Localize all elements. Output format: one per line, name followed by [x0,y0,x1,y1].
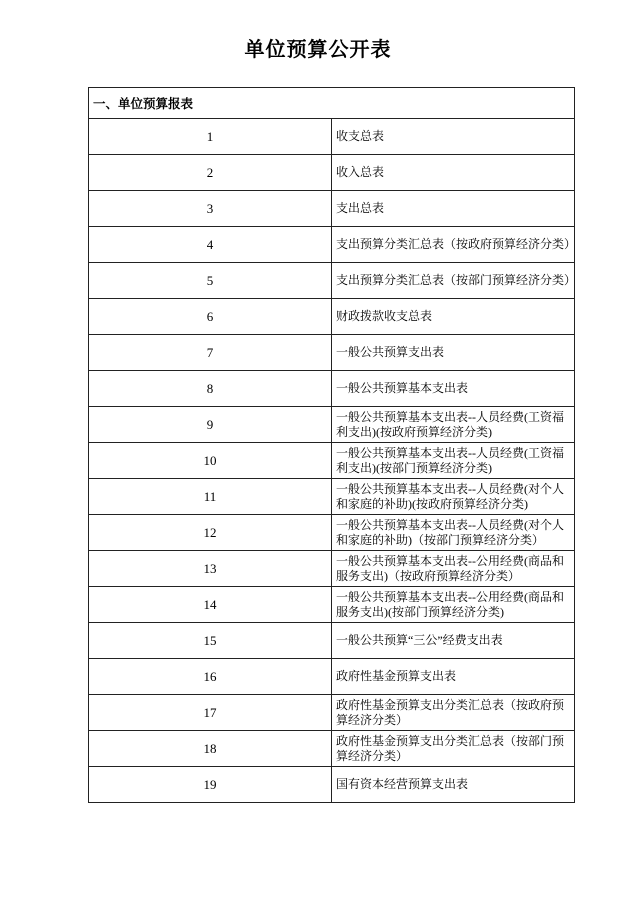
row-number: 14 [89,587,332,623]
row-table-name: 收入总表 [332,155,575,191]
row-number: 15 [89,623,332,659]
row-table-name: 一般公共预算基本支出表--人员经费(工资福利支出)(按政府预算经济分类) [332,407,575,443]
row-number: 4 [89,227,332,263]
row-number: 16 [89,659,332,695]
row-table-name: 政府性基金预算支出表 [332,659,575,695]
row-table-name: 一般公共预算基本支出表--人员经费(对个人和家庭的补助)（按部门预算经济分类） [332,515,575,551]
row-table-name: 收支总表 [332,119,575,155]
row-table-name: 一般公共预算基本支出表--公用经费(商品和服务支出)（按政府预算经济分类） [332,551,575,587]
row-number: 3 [89,191,332,227]
table-row [89,623,575,659]
budget-table-body [89,119,575,803]
budget-table-head [89,88,575,119]
row-number: 11 [89,479,332,515]
table-row [89,155,575,191]
page-title: 单位预算公开表 [244,39,392,61]
budget-table [88,87,575,803]
section-header-row [89,88,575,119]
row-table-name: 政府性基金预算支出分类汇总表（按部门预算经济分类） [332,731,575,767]
row-table-name: 财政拨款收支总表 [332,299,575,335]
table-row [89,515,575,551]
table-row [89,407,575,443]
row-table-name: 一般公共预算基本支出表--人员经费(工资福利支出)(按部门预算经济分类) [332,443,575,479]
section-header: 一、单位预算报表 [89,88,575,119]
row-number: 10 [89,443,332,479]
table-row [89,263,575,299]
row-table-name: 一般公共预算支出表 [332,335,575,371]
row-number: 17 [89,695,332,731]
row-number: 19 [89,767,332,803]
table-row [89,695,575,731]
table-row [89,731,575,767]
row-table-name: 一般公共预算基本支出表--人员经费(对个人和家庭的补助)(按政府预算经济分类) [332,479,575,515]
row-table-name: 支出总表 [332,191,575,227]
row-number: 1 [89,119,332,155]
table-row [89,119,575,155]
row-number: 5 [89,263,332,299]
table-row [89,767,575,803]
row-table-name: 一般公共预算“三公”经费支出表 [332,623,575,659]
row-number: 9 [89,407,332,443]
row-number: 7 [89,335,332,371]
row-number: 8 [89,371,332,407]
table-row [89,479,575,515]
table-row [89,443,575,479]
table-row [89,587,575,623]
row-table-name: 支出预算分类汇总表（按部门预算经济分类） [332,263,575,299]
row-number: 13 [89,551,332,587]
table-row [89,659,575,695]
row-number: 2 [89,155,332,191]
table-row [89,227,575,263]
table-row [89,191,575,227]
row-table-name: 一般公共预算基本支出表--公用经费(商品和服务支出)(按部门预算经济分类) [332,587,575,623]
row-number: 6 [89,299,332,335]
row-number: 12 [89,515,332,551]
row-table-name: 一般公共预算基本支出表 [332,371,575,407]
table-row [89,551,575,587]
row-table-name: 支出预算分类汇总表（按政府预算经济分类） [332,227,575,263]
table-row [89,299,575,335]
row-number: 18 [89,731,332,767]
row-table-name: 政府性基金预算支出分类汇总表（按政府预算经济分类） [332,695,575,731]
row-table-name: 国有资本经营预算支出表 [332,767,575,803]
table-row [89,371,575,407]
table-row [89,335,575,371]
